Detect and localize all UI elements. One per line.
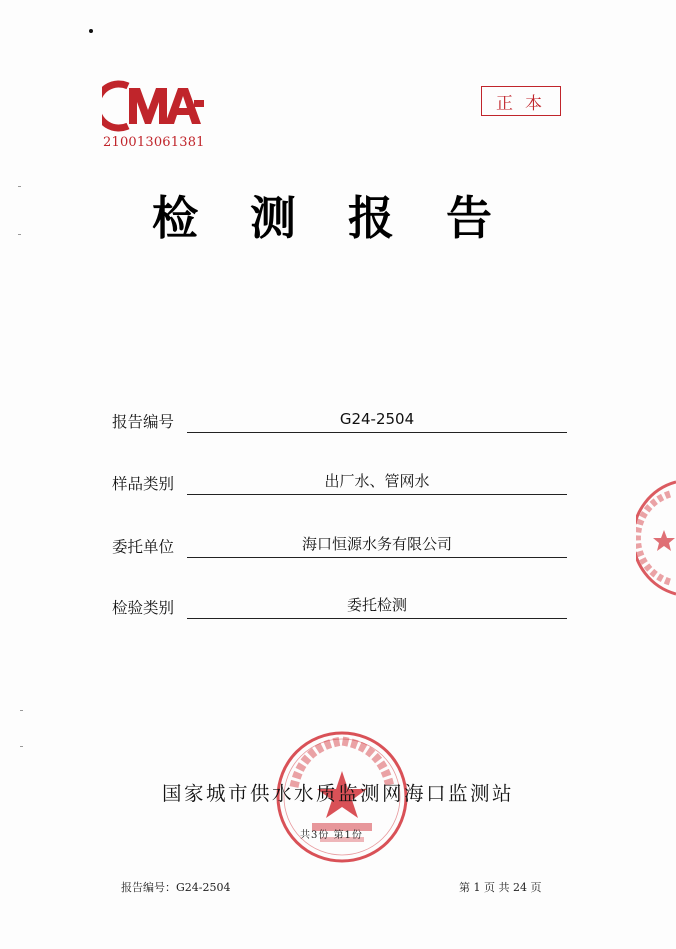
page-title: 检测报告 [152, 191, 544, 245]
original-copy-stamp: 正本 [481, 86, 561, 116]
field-value: 海口恒源水务有限公司 [187, 533, 567, 558]
field-label: 样品类别 [112, 475, 175, 493]
ink-dot [89, 29, 93, 33]
field-label: 报告编号 [112, 413, 175, 431]
field-client [112, 533, 567, 559]
cma-cert-number: 210013061381 [103, 135, 205, 150]
field-label: 检验类别 [112, 599, 175, 617]
cma-logo-icon [102, 80, 208, 132]
footer-page-info: 第 1 页 共 24 页 [459, 881, 542, 894]
field-value: 委托检测 [187, 594, 567, 619]
copies-note: 共3份 第1份 [300, 830, 363, 841]
scan-speck [20, 710, 23, 711]
scan-speck [20, 746, 23, 747]
field-value: 出厂水、管网水 [187, 470, 567, 495]
field-value: G24-2504 [187, 408, 567, 433]
field-sample-category [112, 470, 567, 496]
field-inspection-type [112, 594, 567, 620]
footer-report-number: 报告编号：G24-2504 [121, 881, 231, 894]
field-report-number [112, 408, 567, 434]
field-label: 委托单位 [112, 538, 175, 556]
partial-seal-icon [636, 478, 676, 598]
station-name: 国家城市供水水质监测网海口监测站 [161, 782, 514, 805]
